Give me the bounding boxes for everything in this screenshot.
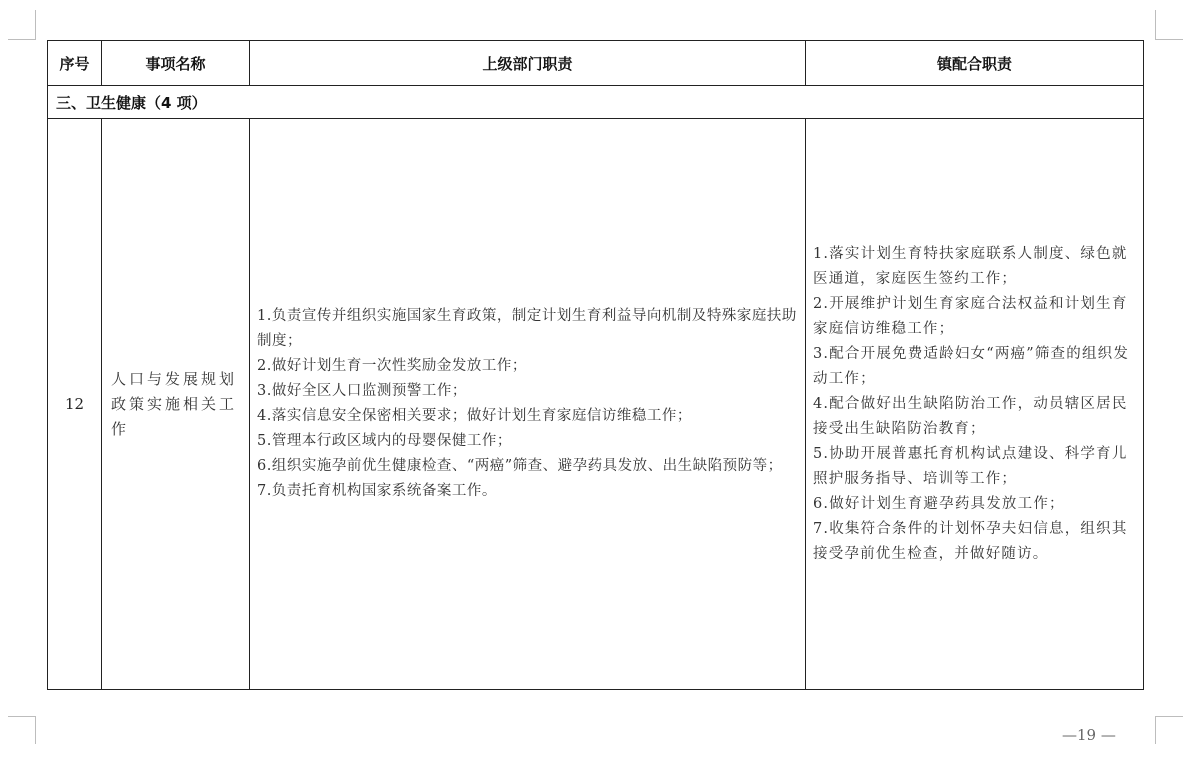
crop-mark: [35, 716, 36, 744]
town-duty-item: 5.协助开展普惠托育机构试点建设、科学育儿照护服务指导、培训等工作；: [813, 445, 1128, 487]
upper-duty-item: 6.组织实施孕前优生健康检查、“两癌”筛查、避孕药具发放、出生缺陷预防等；: [257, 458, 783, 474]
row-seq: 12: [48, 119, 102, 690]
upper-duty-item: 1.负责宣传并组织实施国家生育政策，制定计划生育利益导向机制及特殊家庭扶助制度；: [257, 308, 797, 349]
town-duty-item: 3.配合开展免费适龄妇女“两癌”筛查的组织发动工作；: [813, 345, 1130, 387]
crop-mark: [1155, 716, 1156, 744]
upper-duty-item: 5.管理本行政区域内的母婴保健工作；: [257, 433, 512, 449]
upper-duty-item: 3.做好全区人口监测预警工作；: [257, 383, 467, 399]
town-duty-item: 6.做好计划生育避孕药具发放工作；: [813, 495, 1065, 512]
row-item-name: 人口与发展规划政策实施相关工作: [102, 119, 250, 690]
town-duty-item: 2.开展维护计划生育家庭合法权益和计划生育家庭信访维稳工作；: [813, 295, 1128, 337]
crop-mark: [1155, 716, 1183, 717]
crop-mark: [1155, 39, 1183, 40]
upper-duty-item: 2.做好计划生育一次性奖励金发放工作；: [257, 358, 527, 374]
header-town-duty: 镇配合职责: [806, 41, 1144, 86]
town-duty-item: 7.收集符合条件的计划怀孕夫妇信息，组织其接受孕前优生检查，并做好随访。: [813, 520, 1128, 562]
crop-mark: [35, 10, 36, 40]
upper-duty-item: 4.落实信息安全保密相关要求；做好计划生育家庭信访维稳工作；: [257, 408, 692, 424]
header-row: [48, 41, 1144, 86]
header-seq: 序号: [48, 41, 102, 86]
duty-table: [47, 40, 1144, 690]
town-duty-item: 1.落实计划生育特扶家庭联系人制度、绿色就医通道，家庭医生签约工作；: [813, 245, 1128, 287]
row-upper-duty: [250, 119, 806, 690]
crop-mark: [8, 39, 35, 40]
table-row: [48, 119, 1144, 690]
header-item-name: 事项名称: [102, 41, 250, 86]
page-number: —19 —: [1062, 726, 1116, 744]
section-row: [48, 86, 1144, 119]
town-duty-item: 4.配合做好出生缺陷防治工作，动员辖区居民接受出生缺陷防治教育；: [813, 395, 1128, 437]
section-title: 三、卫生健康（4 项）: [48, 86, 1144, 119]
upper-duty-item: 7.负责托育机构国家系统备案工作。: [257, 483, 497, 499]
crop-mark: [8, 716, 35, 717]
crop-mark: [1155, 10, 1156, 40]
header-upper-duty: 上级部门职责: [250, 41, 806, 86]
row-town-duty: [806, 119, 1144, 690]
